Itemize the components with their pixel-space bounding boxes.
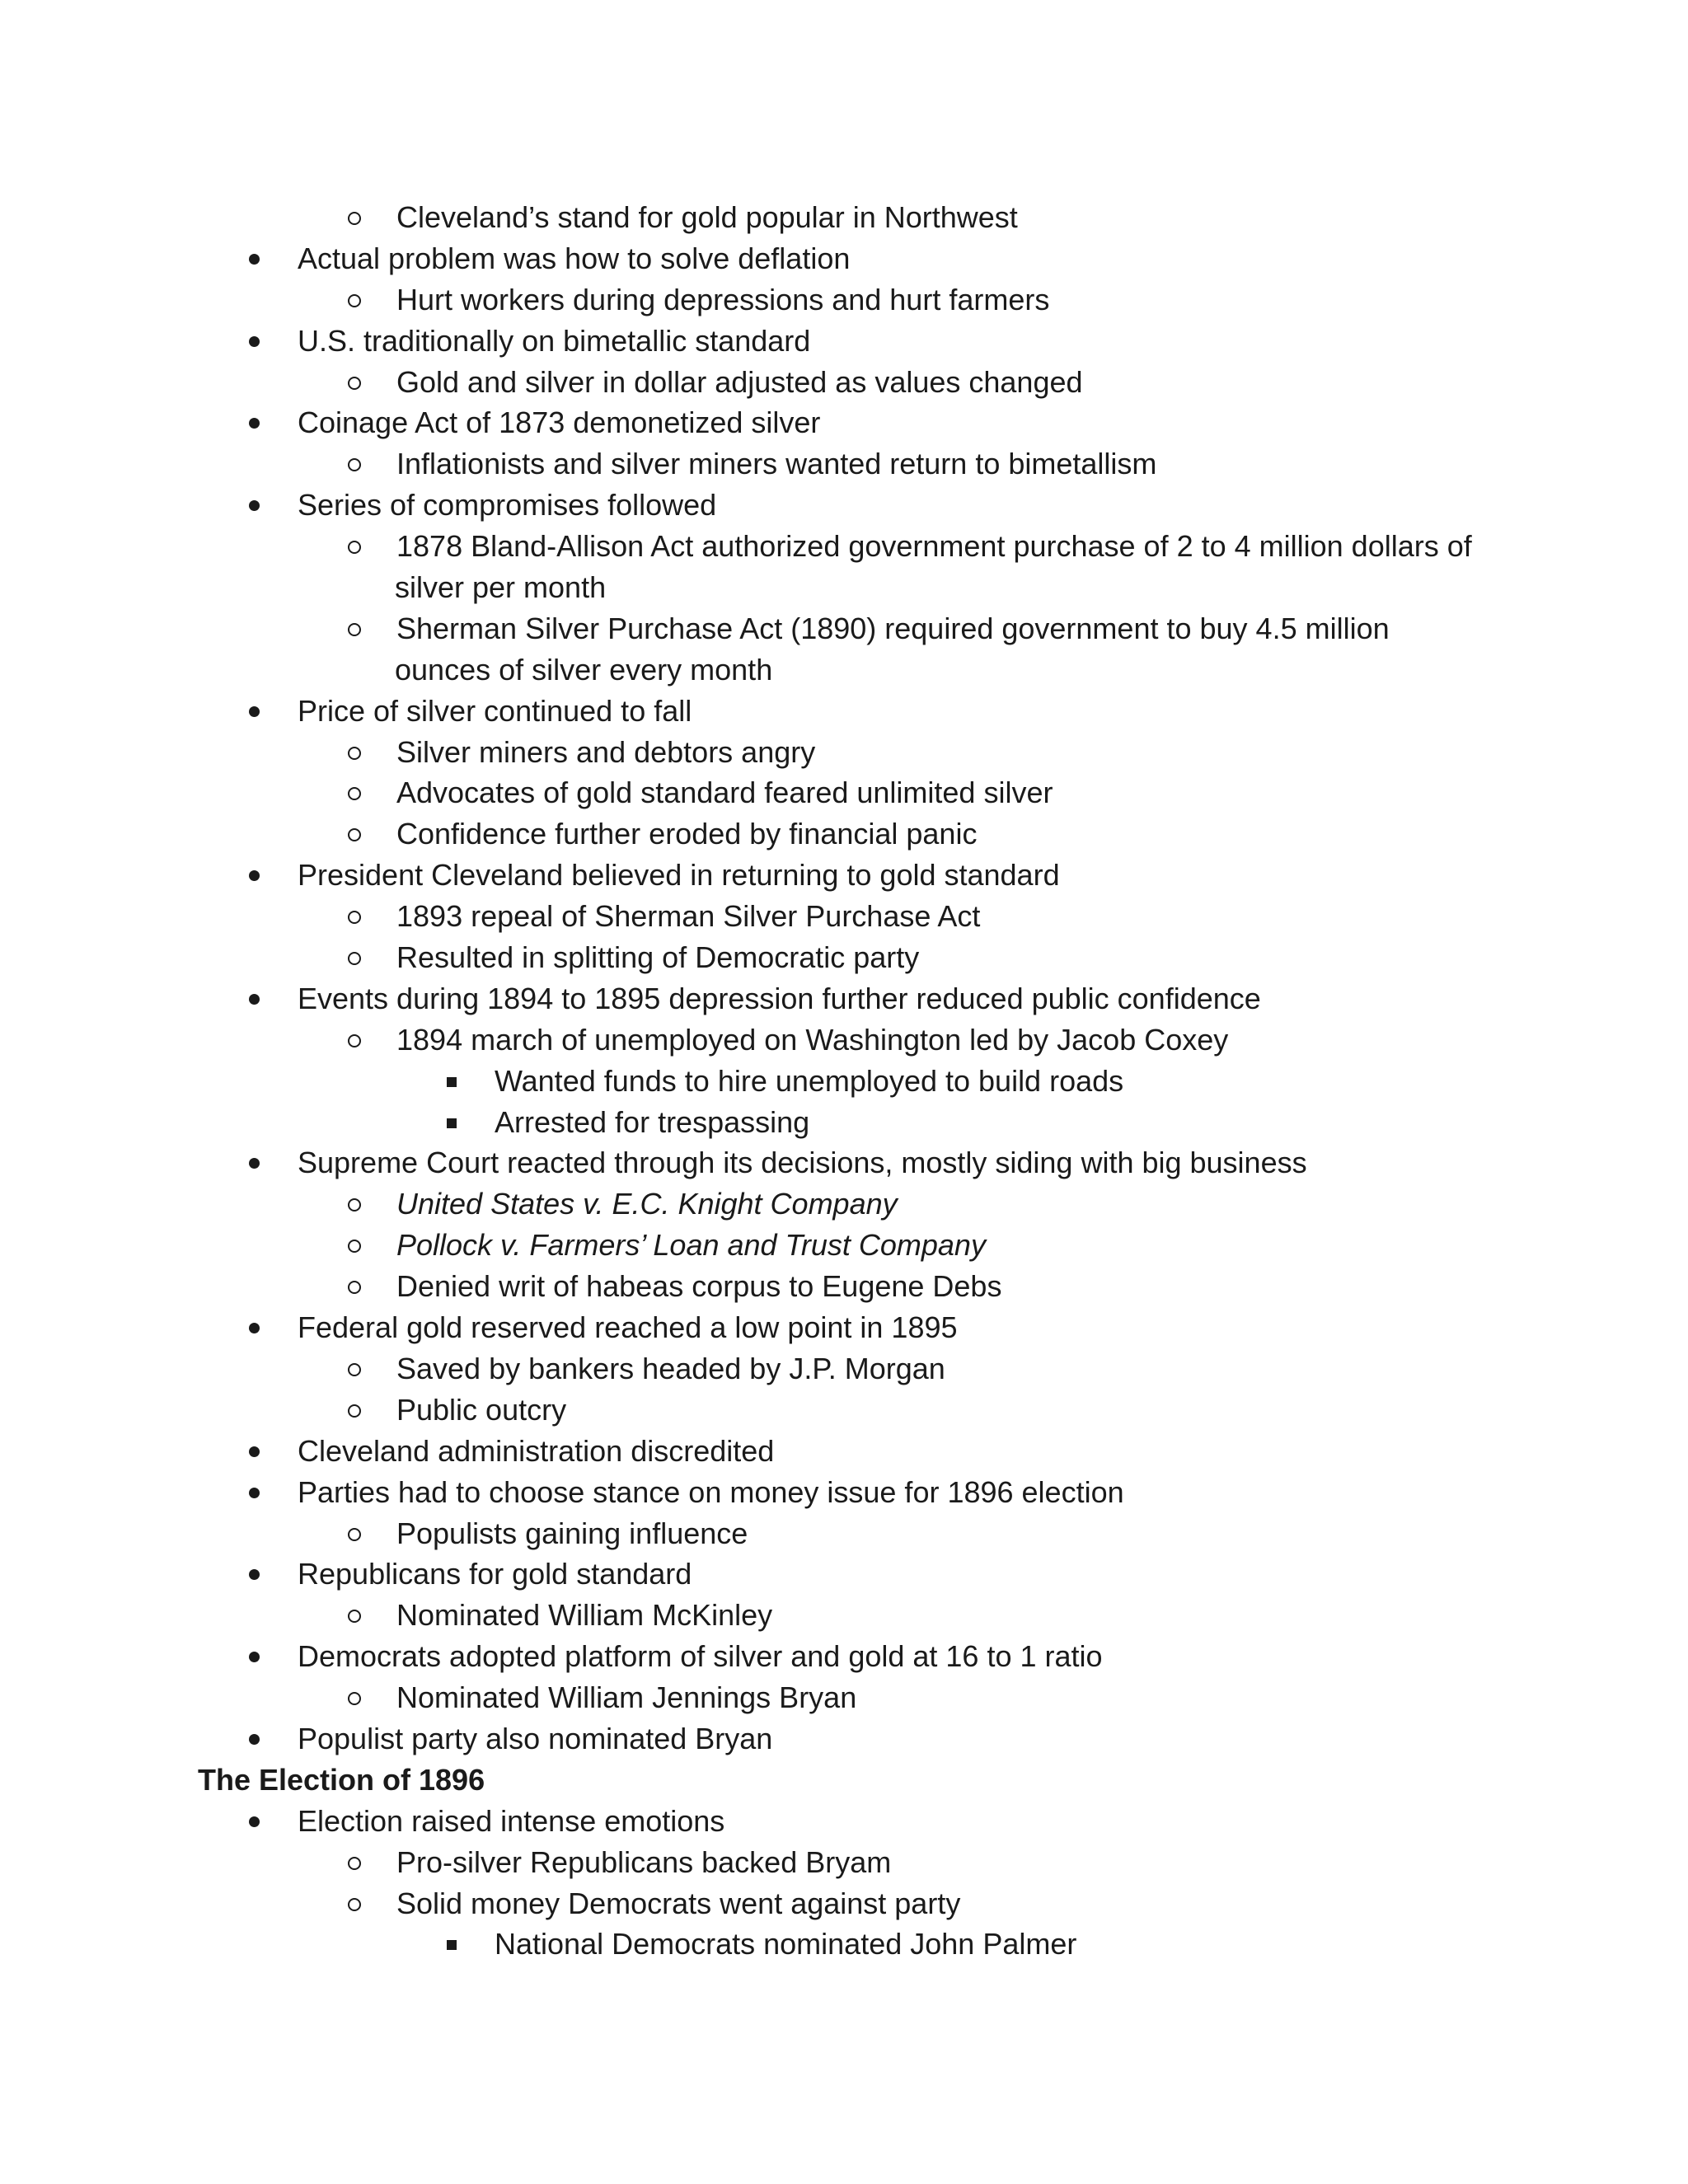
outline-item-level-2 xyxy=(0,772,1688,813)
outline-item-text: Populists gaining influence xyxy=(396,1516,748,1550)
outline-item-text: Republicans for gold standard xyxy=(298,1557,692,1591)
hollow-circle-bullet-icon xyxy=(346,1019,373,1061)
filled-circle-bullet-icon xyxy=(247,691,274,732)
hollow-circle-bullet-icon xyxy=(346,937,373,978)
outline-item-level-2 xyxy=(0,1842,1688,1883)
outline-item-level-3 xyxy=(0,1924,1688,1965)
hollow-circle-bullet-icon xyxy=(346,279,373,321)
outline-item-continuation xyxy=(0,649,1688,691)
outline-item-text: Advocates of gold standard feared unlimited silver xyxy=(396,776,1053,810)
outline-item-level-2 xyxy=(0,197,1688,238)
outline-item-level-1 xyxy=(0,1142,1688,1183)
filled-circle-bullet-icon xyxy=(247,1718,274,1760)
outline-item-level-2 xyxy=(0,1595,1688,1636)
section-heading xyxy=(0,1760,1688,1801)
hollow-circle-bullet-icon xyxy=(346,1225,373,1266)
outline-item-level-1 xyxy=(0,485,1688,526)
outline-item-text: President Cleveland believed in returning to gold standard xyxy=(298,858,1060,893)
outline-item-level-2 xyxy=(0,362,1688,403)
hollow-circle-bullet-icon xyxy=(346,1677,373,1718)
filled-square-bullet-icon xyxy=(444,1102,471,1143)
outline-item-text: National Democrats nominated John Palmer xyxy=(495,1927,1077,1961)
outline-item-level-2 xyxy=(0,279,1688,321)
section-heading-text: The Election of 1896 xyxy=(198,1762,485,1797)
outline-item-level-2 xyxy=(0,1348,1688,1390)
outline-item-text: Saved by bankers headed by J.P. Morgan xyxy=(396,1351,945,1385)
outline-item-text: Resulted in splitting of Democratic party xyxy=(396,940,920,975)
filled-circle-bullet-icon xyxy=(247,978,274,1019)
filled-circle-bullet-icon xyxy=(247,1554,274,1595)
outline-item-text: Federal gold reserved reached a low point in 1895 xyxy=(298,1310,958,1345)
hollow-circle-bullet-icon xyxy=(346,1883,373,1924)
outline-item-text: Arrested for trespassing xyxy=(495,1104,810,1139)
outline-item-text: Price of silver continued to fall xyxy=(298,693,692,728)
outline-item-text: Parties had to choose stance on money issue for 1896 election xyxy=(298,1474,1124,1509)
outline-item-level-1 xyxy=(0,1718,1688,1760)
outline-item-level-2 xyxy=(0,1390,1688,1431)
outline-item-level-1 xyxy=(0,1472,1688,1513)
outline-item-level-1 xyxy=(0,1307,1688,1348)
hollow-circle-bullet-icon xyxy=(346,1183,373,1225)
document-page xyxy=(0,197,1688,1965)
filled-circle-bullet-icon xyxy=(247,1801,274,1842)
outline-item-level-2 xyxy=(0,1513,1688,1554)
hollow-circle-bullet-icon xyxy=(346,1513,373,1554)
outline-item-level-2 xyxy=(0,608,1688,649)
outline-item-text: Hurt workers during depressions and hurt farmers xyxy=(396,282,1050,316)
outline-item-level-1 xyxy=(0,1636,1688,1677)
outline-item-text: Nominated William McKinley xyxy=(396,1598,773,1633)
outline-item-text: Pro-silver Republicans backed Bryam xyxy=(396,1844,892,1879)
outline-item-text: Denied writ of habeas corpus to Eugene Debs xyxy=(396,1269,1002,1304)
filled-circle-bullet-icon xyxy=(247,1307,274,1348)
hollow-circle-bullet-icon xyxy=(346,1348,373,1390)
outline-item-text: Gold and silver in dollar adjusted as values changed xyxy=(396,364,1083,399)
outline-item-text: Populist party also nominated Bryan xyxy=(298,1721,773,1755)
outline-item-level-1 xyxy=(0,1554,1688,1595)
filled-circle-bullet-icon xyxy=(247,1142,274,1183)
outline-item-text: Inflationists and silver miners wanted return to bimetallism xyxy=(396,447,1157,481)
outline-item-text: Series of compromises followed xyxy=(298,488,717,523)
outline-item-level-2 xyxy=(0,1266,1688,1307)
outline-item-level-2 xyxy=(0,1183,1688,1225)
outline-item-text: Democrats adopted platform of silver and gold at 16 to 1 ratio xyxy=(298,1639,1103,1674)
hollow-circle-bullet-icon xyxy=(346,772,373,813)
outline-item-level-1 xyxy=(0,1801,1688,1842)
hollow-circle-bullet-icon xyxy=(346,813,373,855)
hollow-circle-bullet-icon xyxy=(346,362,373,403)
outline-item-text: United States v. E.C. Knight Company xyxy=(396,1187,898,1221)
outline-item-text: 1893 repeal of Sherman Silver Purchase Act xyxy=(396,899,981,934)
hollow-circle-bullet-icon xyxy=(346,1266,373,1307)
outline-item-text: Coinage Act of 1873 demonetized silver xyxy=(298,405,821,440)
outline-item-level-1 xyxy=(0,321,1688,362)
outline-item-text: Public outcry xyxy=(396,1392,567,1427)
outline-item-level-1 xyxy=(0,402,1688,443)
hollow-circle-bullet-icon xyxy=(346,443,373,485)
hollow-circle-bullet-icon xyxy=(346,526,373,567)
outline-item-continuation-text: silver per month xyxy=(395,570,607,605)
outline-item-text: U.S. traditionally on bimetallic standard xyxy=(298,323,811,358)
outline-item-level-2 xyxy=(0,937,1688,978)
outline-item-level-1 xyxy=(0,238,1688,279)
outline-item-text: 1894 march of unemployed on Washington led by Jacob Coxey xyxy=(396,1022,1229,1057)
outline-item-level-2 xyxy=(0,1225,1688,1266)
outline-item-text: Pollock v. Farmers’ Loan and Trust Company xyxy=(396,1228,986,1263)
outline-item-level-1 xyxy=(0,855,1688,896)
outline-item-level-3 xyxy=(0,1102,1688,1143)
filled-square-bullet-icon xyxy=(444,1924,471,1965)
outline-item-level-1 xyxy=(0,978,1688,1019)
hollow-circle-bullet-icon xyxy=(346,1595,373,1636)
filled-circle-bullet-icon xyxy=(247,1472,274,1513)
outline-item-level-2 xyxy=(0,813,1688,855)
outline-item-text: Cleveland administration discredited xyxy=(298,1433,775,1468)
outline-item-level-1 xyxy=(0,691,1688,732)
outline-item-text: Solid money Democrats went against party xyxy=(396,1886,961,1920)
filled-circle-bullet-icon xyxy=(247,1636,274,1677)
filled-circle-bullet-icon xyxy=(247,485,274,526)
hollow-circle-bullet-icon xyxy=(346,608,373,649)
outline-item-text: Nominated William Jennings Bryan xyxy=(396,1680,857,1715)
outline-item-level-2 xyxy=(0,1677,1688,1718)
outline-item-continuation-text: ounces of silver every month xyxy=(395,652,773,687)
outline-item-text: Silver miners and debtors angry xyxy=(396,734,816,769)
filled-circle-bullet-icon xyxy=(247,1431,274,1472)
outline-item-text: 1878 Bland-Allison Act authorized government purchase of 2 to 4 million dollars of xyxy=(396,529,1472,564)
outline-item-level-3 xyxy=(0,1061,1688,1102)
outline-item-level-1 xyxy=(0,1431,1688,1472)
outline-item-continuation xyxy=(0,567,1688,608)
outline-item-text: Confidence further eroded by financial panic xyxy=(396,817,978,851)
outline-item-level-2 xyxy=(0,1883,1688,1924)
outline-item-text: Supreme Court reacted through its decisions, mostly siding with big business xyxy=(298,1146,1307,1180)
hollow-circle-bullet-icon xyxy=(346,1842,373,1883)
hollow-circle-bullet-icon xyxy=(346,896,373,937)
hollow-circle-bullet-icon xyxy=(346,732,373,773)
hollow-circle-bullet-icon xyxy=(346,197,373,238)
outline-item-level-2 xyxy=(0,732,1688,773)
outline-item-text: Wanted funds to hire unemployed to build roads xyxy=(495,1063,1124,1098)
outline-item-text: Events during 1894 to 1895 depression further reduced public confidence xyxy=(298,981,1261,1015)
outline-item-level-2 xyxy=(0,443,1688,485)
outline-item-level-2 xyxy=(0,1019,1688,1061)
outline-item-level-2 xyxy=(0,896,1688,937)
filled-circle-bullet-icon xyxy=(247,238,274,279)
filled-circle-bullet-icon xyxy=(247,855,274,896)
filled-circle-bullet-icon xyxy=(247,321,274,362)
outline-item-text: Actual problem was how to solve deflation xyxy=(298,241,851,275)
outline-item-level-2 xyxy=(0,526,1688,567)
outline-item-text: Election raised intense emotions xyxy=(298,1803,725,1838)
outline-item-text: Sherman Silver Purchase Act (1890) required government to buy 4.5 million xyxy=(396,611,1390,645)
hollow-circle-bullet-icon xyxy=(346,1390,373,1431)
outline-item-text: Cleveland’s stand for gold popular in Northwest xyxy=(396,200,1018,234)
filled-square-bullet-icon xyxy=(444,1061,471,1102)
filled-circle-bullet-icon xyxy=(247,402,274,443)
